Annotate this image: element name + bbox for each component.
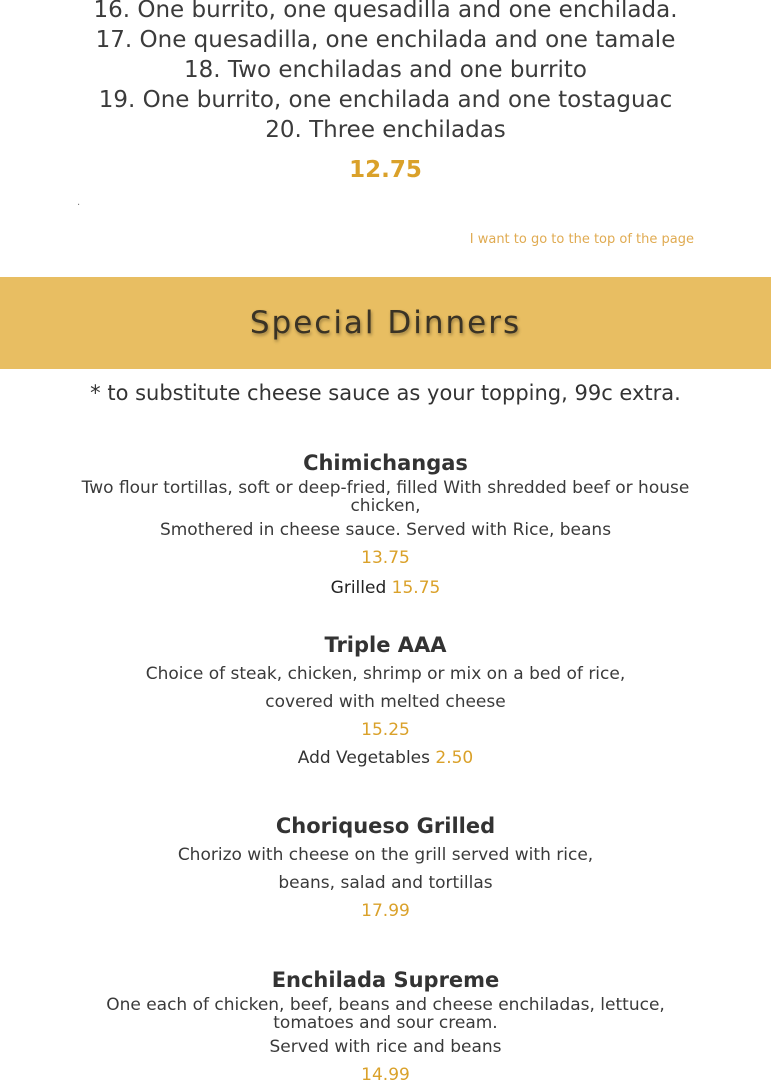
combo-item: 18. Two enchiladas and one burrito <box>184 57 587 83</box>
dish-extra <box>0 744 771 772</box>
dish-description: Chorizo with cheese on the grill served with rice, <box>177 845 594 865</box>
dish-extra <box>0 574 771 602</box>
dish-description: Two flour tortillas, soft or deep-fried, filled With shredded beef or house chicken, <box>81 478 690 516</box>
substitution-note: * to substitute cheese sauce as your topping, 99c extra. <box>90 381 681 405</box>
divider-dot: . <box>77 197 81 208</box>
section-header-band <box>0 277 771 369</box>
extra-price: 2.50 <box>435 748 474 768</box>
dish-name: Choriqueso Grilled <box>275 814 496 838</box>
extra-label: Grilled <box>330 578 387 598</box>
dish-description: One each of chicken, beef, beans and cheese enchiladas, lettuce, tomatoes and sour cream. <box>106 995 665 1033</box>
dish-choriqueso-grilled <box>0 811 771 925</box>
dish-price: 17.99 <box>361 901 410 921</box>
combo-item: 20. Three enchiladas <box>265 117 506 143</box>
dish-name: Enchilada Supreme <box>271 968 500 992</box>
dish-description: beans, salad and tortillas <box>278 873 493 893</box>
combo-item: 16. One burrito, one quesadilla and one enchilada. <box>93 0 678 23</box>
dish-name: Chimichangas <box>303 451 468 475</box>
dish-description: Choice of steak, chicken, shrimp or mix on a bed of rice, <box>145 664 626 684</box>
dish-price: 15.25 <box>361 720 410 740</box>
extra-label: Add Vegetables <box>297 748 430 768</box>
extra-price: 15.75 <box>391 578 441 598</box>
dish-name: Triple AAA <box>324 633 447 657</box>
back-to-top-link[interactable]: I want to go to the top of the page <box>469 232 694 247</box>
dish-description: Served with rice and beans <box>269 1037 502 1057</box>
combo-item: 19. One burrito, one enchilada and one tostaguac <box>98 87 673 113</box>
dish-price: 13.75 <box>361 548 410 568</box>
dish-price: 14.99 <box>361 1065 410 1085</box>
combo-price: 12.75 <box>349 157 422 183</box>
dish-description: covered with melted cheese <box>265 692 506 712</box>
section-title: Special Dinners <box>249 305 522 341</box>
dish-description: Smothered in cheese sauce. Served with Rice, beans <box>159 520 612 540</box>
combo-list <box>0 0 771 145</box>
combo-item: 17. One quesadilla, one enchilada and one tamale <box>95 27 676 53</box>
dish-enchilada-supreme <box>0 965 771 1089</box>
dish-chimichangas <box>0 448 771 602</box>
dish-triple-aaa <box>0 630 771 772</box>
